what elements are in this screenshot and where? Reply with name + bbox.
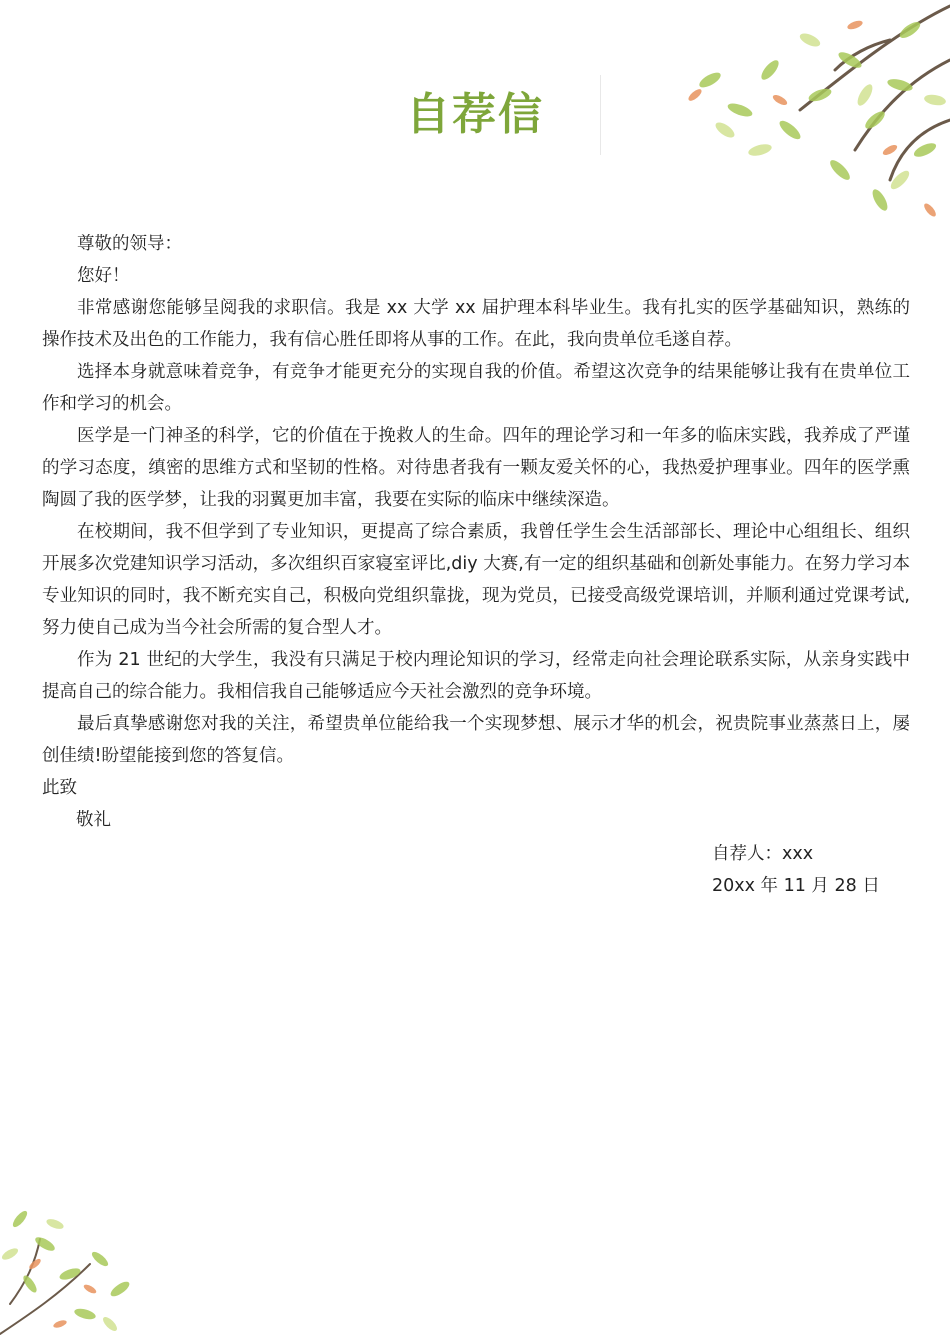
closing-line: 此致 bbox=[42, 778, 77, 798]
page-title: 自荐信 bbox=[406, 89, 544, 140]
paragraph: 在校期间，我不但学到了专业知识，更提高了综合素质，我曾任学生会生活部部长、理论中心组组长、组织开展多次党建知识学习活动，多次组织百家寝室评比,diy 大赛,有一定的组织基础和创新处事能力。在努力学习本专业知识的同时，我不断充实自己，积极向党组织靠拢，现为党员，已接受高级党课培训，并顺利通过党课考试,努力使自己成为当今社会所需的复合型人才。 bbox=[42, 522, 910, 638]
salutation: 尊敬的领导： bbox=[77, 234, 182, 254]
paragraph: 非常感谢您能够呈阅我的求职信。我是 xx 大学 xx 届护理本科毕业生。我有扎实的医学基础知识，熟练的操作技术及出色的工作能力，我有信心胜任即将从事的工作。在此，我向贵单位毛遂自荐。 bbox=[42, 298, 910, 350]
signature-date: 20xx 年 11 月 28 日 bbox=[712, 876, 880, 896]
signature-block bbox=[712, 838, 880, 902]
paragraph: 选择本身就意味着竞争，有竞争才能更充分的实现自我的价值。希望这次竞争的结果能够让我有在贵单位工作和学习的机会。 bbox=[42, 362, 910, 414]
greeting: 您好！ bbox=[77, 266, 130, 286]
paragraph: 作为 21 世纪的大学生，我没有只满足于校内理论知识的学习，经常走向社会理论联系实际，从亲身实践中提高自己的综合能力。我相信我自己能够适应今天社会激烈的竞争环境。 bbox=[42, 650, 910, 702]
leaves-decoration bbox=[0, 1194, 150, 1344]
closing-salute: 敬礼 bbox=[76, 810, 111, 830]
paragraph: 最后真挚感谢您对我的关注，希望贵单位能给我一个实现梦想、展示才华的机会，祝贵院事业蒸蒸日上，屡创佳绩!盼望能接到您的答复信。 bbox=[42, 714, 910, 766]
letter-body bbox=[42, 228, 910, 836]
paragraph: 医学是一门神圣的科学，它的价值在于挽救人的生命。四年的理论学习和一年多的临床实践，我养成了严谨的学习态度，缜密的思维方式和坚韧的性格。对待患者我有一颗友爱关怀的心，我热爱护理事业。四年的医学熏陶圆了我的医学梦，让我的羽翼更加丰富，我要在实际的临床中继续深造。 bbox=[42, 426, 910, 510]
signature-name: 自荐人：xxx bbox=[712, 844, 814, 864]
